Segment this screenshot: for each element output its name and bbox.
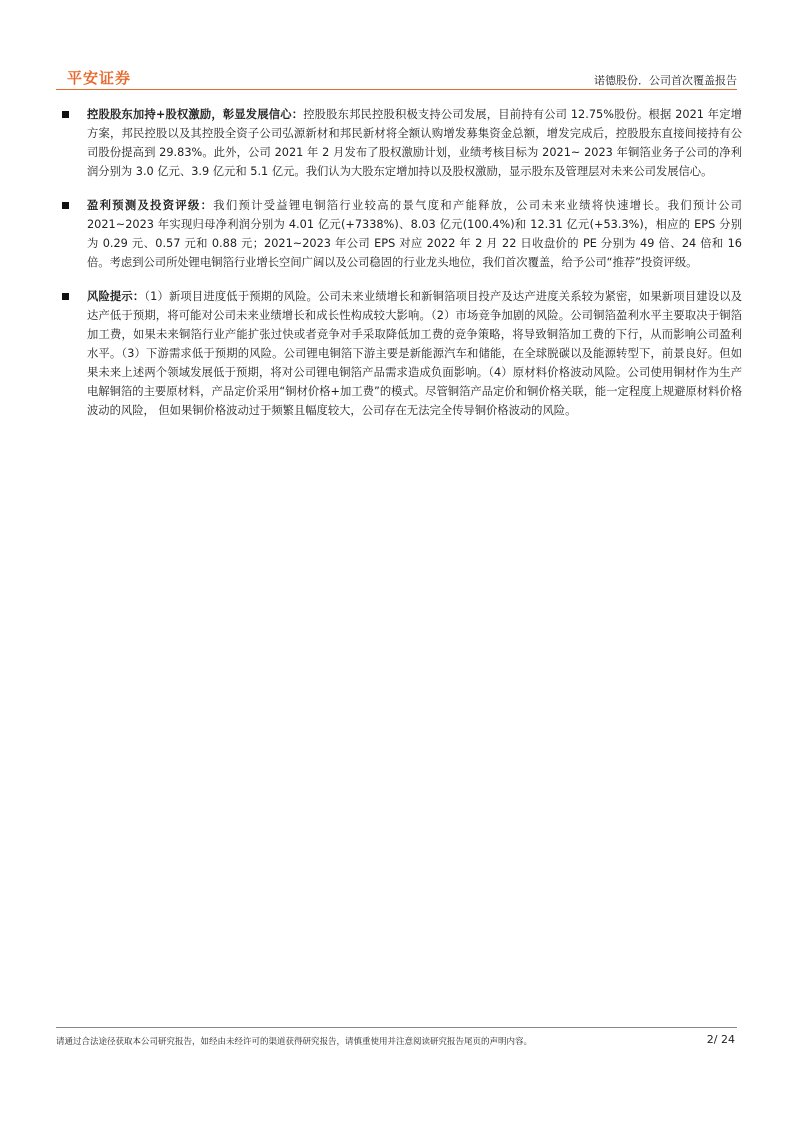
bullet-icon bbox=[62, 293, 69, 300]
section-lead: 风险提示： bbox=[87, 290, 145, 303]
footer-disclaimer: 请通过合法途径获取本公司研究报告，如经由未经许可的渠道获得研究报告，请慎重使用并注意阅读研究报告尾页的声明内容。 bbox=[56, 1037, 533, 1047]
section-lead: 盈利预测及投资评级： bbox=[87, 199, 214, 212]
bullet-icon bbox=[62, 111, 69, 118]
section-text: （1）新项目进度低于预期的风险。公司未来业绩增长和新铜箔项目投产及达产进度关系较为紧密，如果新项目建设以及达产低于预期，将可能对公司未来业绩增长和成长性构成较大影响。（2）市场竞争加剧的风险。公司铜箔盈利水平主要取决于铜箔加工费，如果未来铜箔行业产能扩张过快或者竞争对手采取降低加工费的竞争策略，将导致铜箔加工费的下行，从而影响公司盈利水平。（3）下游需求低于预期的风险。公司锂电铜箔下游主要是新能源汽车和储能，在全球脱碳以及能源转型下，前景良好。但如果未来上述两个领域发展低于预期，将对公司锂电铜箔产品需求造成负面影响。（4）原材料价格波动风险。公司使用铜材作为生产电解铜箔的主要原材料，产品定价采用“铜材价格+加工费”的模式。尽管铜箔产品定价和铜价格关联，能一定程度上规避原材料价格波动的风险， 但如果铜价格波动过于频繁且幅度较大，公司存在无法完全传导铜价格波动的风险。 bbox=[87, 290, 742, 417]
section-text: 我们预计受益锂电铜箔行业较高的景气度和产能释放，公司未来业绩将快速增长。我们预计公司 2021~2023 年实现归母净利润分别为 4.01 亿元(+7338%)、8.03 亿元(100.4%)和 12.31 亿元(+53.3%)，相应的 EPS 分别为 0.29 元、0.57 元和 0.88 元；2021~2023 年公司 EPS 对应 2022 年 2 月 22 日收盘价的 PE 分别为 49 倍、24 倍和 16 倍。考虑到公司所处锂电铜箔行业增长空间广阔以及公司稳固的行业龙头地位，我们首次覆盖，给予公司“推荐”投资评级。 bbox=[87, 199, 742, 269]
report-title: 诺德股份．公司首次覆盖报告 bbox=[594, 74, 737, 87]
section-text: 控股股东邦民控股积极支持公司发展，目前持有公司 12.75%股份。根据 2021 年定增方案，邦民控股以及其控股全资子公司弘源新材和邦民新材将全额认购增发募集资金总额，增发完成后，控股股东直接间接持有公司股份提高到 29.83%。此外，公司 2021 年 2 月发布了股权激励计划，业绩考核目标为 2021~ 2023 年铜箔业务子公司的净利润分别为 3.0 亿元、3.9 亿元和 5.1 亿元。我们认为大股东定增加持以及股权激励，显示股东及管理层对未来公司发展信心。 bbox=[87, 108, 743, 178]
section-earnings-forecast bbox=[62, 196, 742, 272]
header-divider bbox=[56, 89, 737, 90]
bullet-icon bbox=[62, 202, 69, 209]
section-shareholder-incentive bbox=[62, 105, 742, 181]
section-lead: 控股股东加持+股权激励，彰显发展信心： bbox=[87, 108, 304, 121]
main-content bbox=[62, 105, 742, 435]
company-logo: 平安证券 bbox=[67, 69, 132, 87]
section-risk-warning bbox=[62, 287, 742, 420]
footer-divider bbox=[56, 1027, 737, 1028]
page-number: 2/ 24 bbox=[706, 1033, 735, 1046]
